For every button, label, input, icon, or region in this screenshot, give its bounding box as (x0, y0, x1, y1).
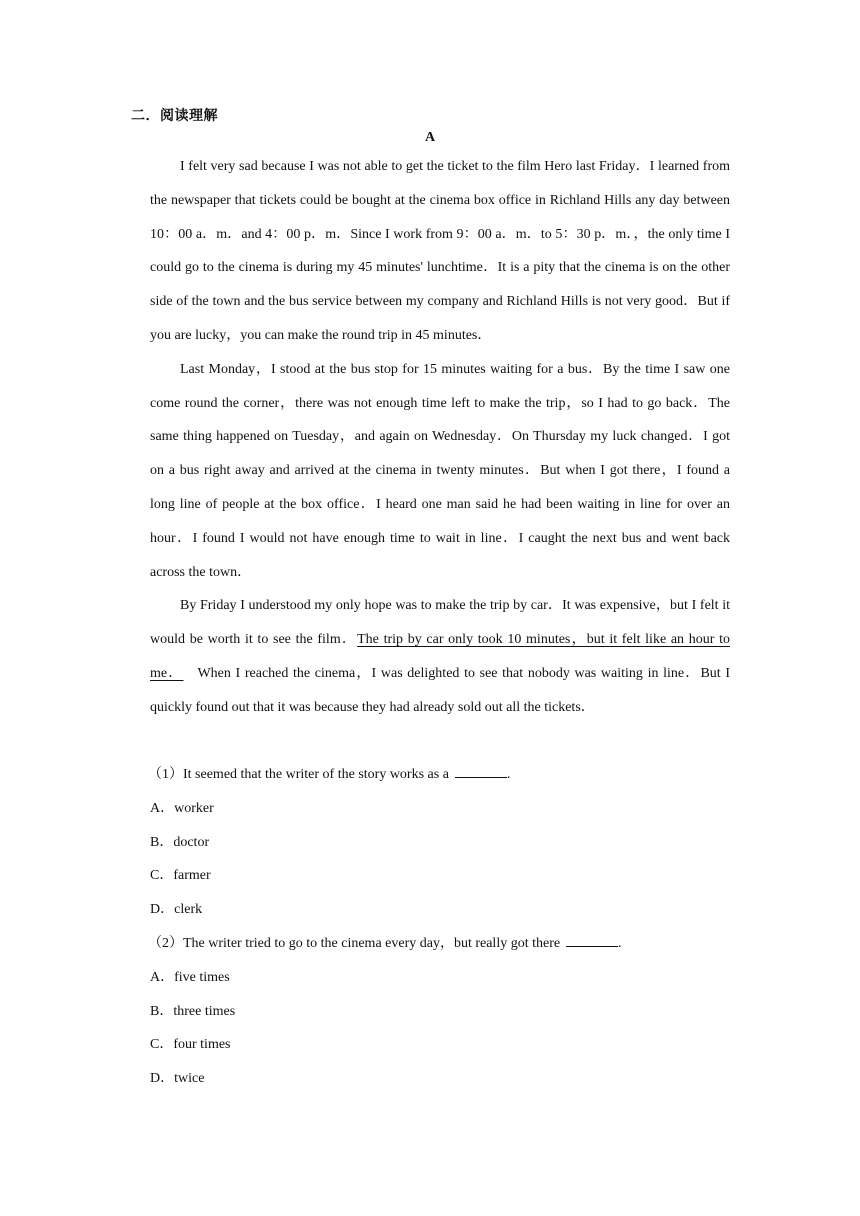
question-number: （2） (148, 935, 183, 951)
option-text: clerk (174, 902, 203, 918)
option-letter: D． (150, 902, 175, 918)
option-letter: A． (150, 800, 175, 816)
section-heading: 二．阅读理解 (131, 108, 218, 124)
question-end: . (618, 935, 622, 951)
option-text: farmer (173, 868, 211, 884)
question-text: It seemed that the writer of the story works as a (183, 767, 449, 782)
option-text: four times (173, 1037, 231, 1053)
question-number: （1） (148, 767, 183, 782)
option-letter: C． (150, 1037, 174, 1053)
option-text: doctor (173, 834, 210, 850)
answer-blank[interactable] (455, 765, 507, 778)
option-a[interactable] (150, 961, 730, 995)
option-letter: B． (150, 834, 174, 850)
option-text: twice (174, 1071, 205, 1087)
option-letter: A． (150, 969, 175, 985)
option-text: worker (174, 800, 214, 816)
option-a[interactable] (150, 792, 730, 826)
underlined-sentence: The trip by car only took 10 minutes，but it felt like an hour to me． (150, 632, 730, 681)
option-b[interactable] (150, 995, 730, 1029)
option-c[interactable] (150, 1028, 730, 1062)
option-d[interactable] (150, 893, 730, 927)
option-b[interactable] (150, 826, 730, 860)
option-c[interactable] (150, 859, 730, 893)
passage-paragraph-2: Last Monday，I stood at the bus stop for 15 minutes waiting for a bus．By the time I saw one come round the corner，there was not enough time left to make the trip，so I had to go back．The same thing happened on Tuesday，and again on Wednesday．On Thursday my luck changed．I got on a bus right away and arrived at the cinema in twenty minutes．But when I got there，I found a long line of people at the box office．I heard one man said he had been waiting in line for over an hour．I found I would not have enough time to wait in line．I caught the next bus and went back across the town． (150, 361, 730, 580)
option-letter: D． (150, 1071, 175, 1087)
passage-paragraph-1: I felt very sad because I was not able to get the ticket to the film Hero last Friday．I learned from the newspaper that tickets could be bought at the cinema box office in Richland Hills any day between 10：00 a．m．and 4：00 p．m．Since I work from 9：00 a．m．to 5：30 p．m．，the only time I could go to the cinema is during my 45 minutes' lunchtime．It is a pity that the cinema is on the other side of the town and the bus service between my company and Richland Hills is not very good．But if you are lucky，you can make the round trip in 45 minutes． (150, 159, 730, 343)
option-letter: B． (150, 1003, 174, 1019)
passage-title: A (424, 130, 436, 145)
question-list (150, 758, 730, 1096)
option-letter: C． (150, 868, 174, 884)
question-end: . (506, 767, 511, 782)
passage-paragraph-3 (150, 589, 730, 724)
paragraph-3-intro: By Friday I understood my only hope was to make the trip by car．It was expensive，but I felt it would be worth it to see the film． (150, 598, 730, 648)
reading-passage (150, 150, 730, 725)
question-text: The writer tried to go to the cinema every day，but really got there (183, 935, 561, 951)
answer-blank[interactable] (566, 934, 618, 947)
option-text: three times (173, 1003, 236, 1019)
question-2-stem (148, 927, 730, 961)
option-d[interactable] (150, 1062, 730, 1096)
option-text: five times (174, 969, 230, 985)
question-1-stem (148, 758, 730, 792)
paragraph-3-ending: When I reached the cinema，I was delighted to see that nobody was waiting in line．But I quickly found out that it was because they had already sold out all the tickets． (150, 665, 731, 715)
